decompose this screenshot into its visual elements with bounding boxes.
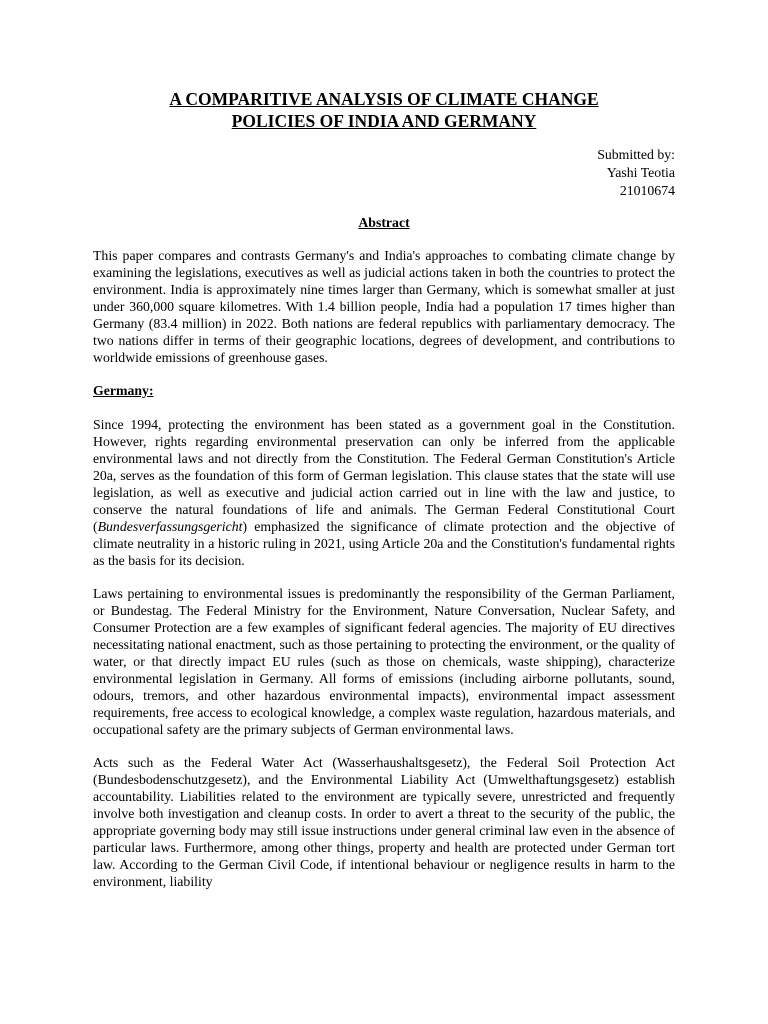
abstract-heading: Abstract <box>358 215 410 230</box>
germany-p1-text-b: ) emphasized the significance of climate protection and the objective of climate neutrality in a historic ruling in 2021, using Article 20a and the Constitution's fundamental rights as the basis for its decision. <box>93 519 675 568</box>
germany-paragraph-2: Laws pertaining to environmental issues is predominantly the responsibility of the German Parliament, or Bundestag. The Federal Ministry for the Environment, Nature Conversation, Nuclear Safety, and Consumer Protection are a few examples of significant federal agencies. The majority of EU directives necessitating national enactment, such as those pertaining to protecting the environment, or the quality of water, or that directly impact EU rules (such as those on chemicals, waste shipping), characterize environmental legislation in Germany. All forms of emissions (including airborne pollutants, sound, odours, tremors, and other hazardous environmental impacts), environmental impact assessment requirements, free access to ecological knowledge, a complex waste regulation, hazardous materials, and occupational safety are the primary subjects of German environmental laws. <box>93 586 675 737</box>
title-line-1: A COMPARITIVE ANALYSIS OF CLIMATE CHANGE <box>169 89 599 109</box>
document-title <box>93 88 675 132</box>
submitted-label: Submitted by: <box>597 147 675 162</box>
student-id: 21010674 <box>619 183 675 198</box>
germany-heading: Germany: <box>93 383 154 398</box>
author-name: Yashi Teotia <box>606 165 675 180</box>
germany-paragraph-1 <box>93 416 675 569</box>
abstract-paragraph: This paper compares and contrasts Germany's and India's approaches to combating climate change by examining the legislations, executives as well as judicial actions taken in both the countries to protect the environment. India is approximately nine times larger than Germany, which is somewhat smaller at just under 360,000 square kilometres. With 1.4 billion people, India had a population 17 times higher than Germany (83.4 million) in 2022. Both nations are federal republics with parliamentary democracy. The two nations differ in terms of their geographic locations, degrees of development, and contributions to worldwide emissions of greenhouse gases. <box>93 248 675 365</box>
title-line-2: POLICIES OF INDIA AND GERMANY <box>231 111 537 131</box>
document-page <box>93 88 675 890</box>
germany-paragraph-3: Acts such as the Federal Water Act (Wasserhaushaltsgesetz), the Federal Soil Protection Act (Bundesbodenschutzgesetz), and the Environmental Liability Act (Umwelthaftungsgesetz) establish accountability. Liabilities related to the environment are typically severe, unrestricted and frequently involve both investigation and cleanup costs. In order to avert a threat to the security of the public, the appropriate governing body may still issue instructions under general criminal law even in the absence of particular laws. Furthermore, among other things, property and health are protected under German tort law. According to the German Civil Code, if intentional behaviour or negligence results in harm to the environment, liability <box>93 755 675 889</box>
submission-info <box>93 146 675 200</box>
court-name-italic: Bundesverfassungsgericht <box>97 519 243 534</box>
germany-p1-text-a: Since 1994, protecting the environment has been stated as a government goal in the Constitution. However, rights regarding environmental preservation can only be inferred from the applicable environmental laws and not directly from the Constitution. The Federal German Constitution's Article 20a, serves as the foundation of this form of German legislation. This clause states that the state will use legislation, as well as executive and judicial action carried out in line with the law and justice, to conserve the natural foundations of life and animals. The German Federal Constitutional Court ( <box>93 417 675 534</box>
